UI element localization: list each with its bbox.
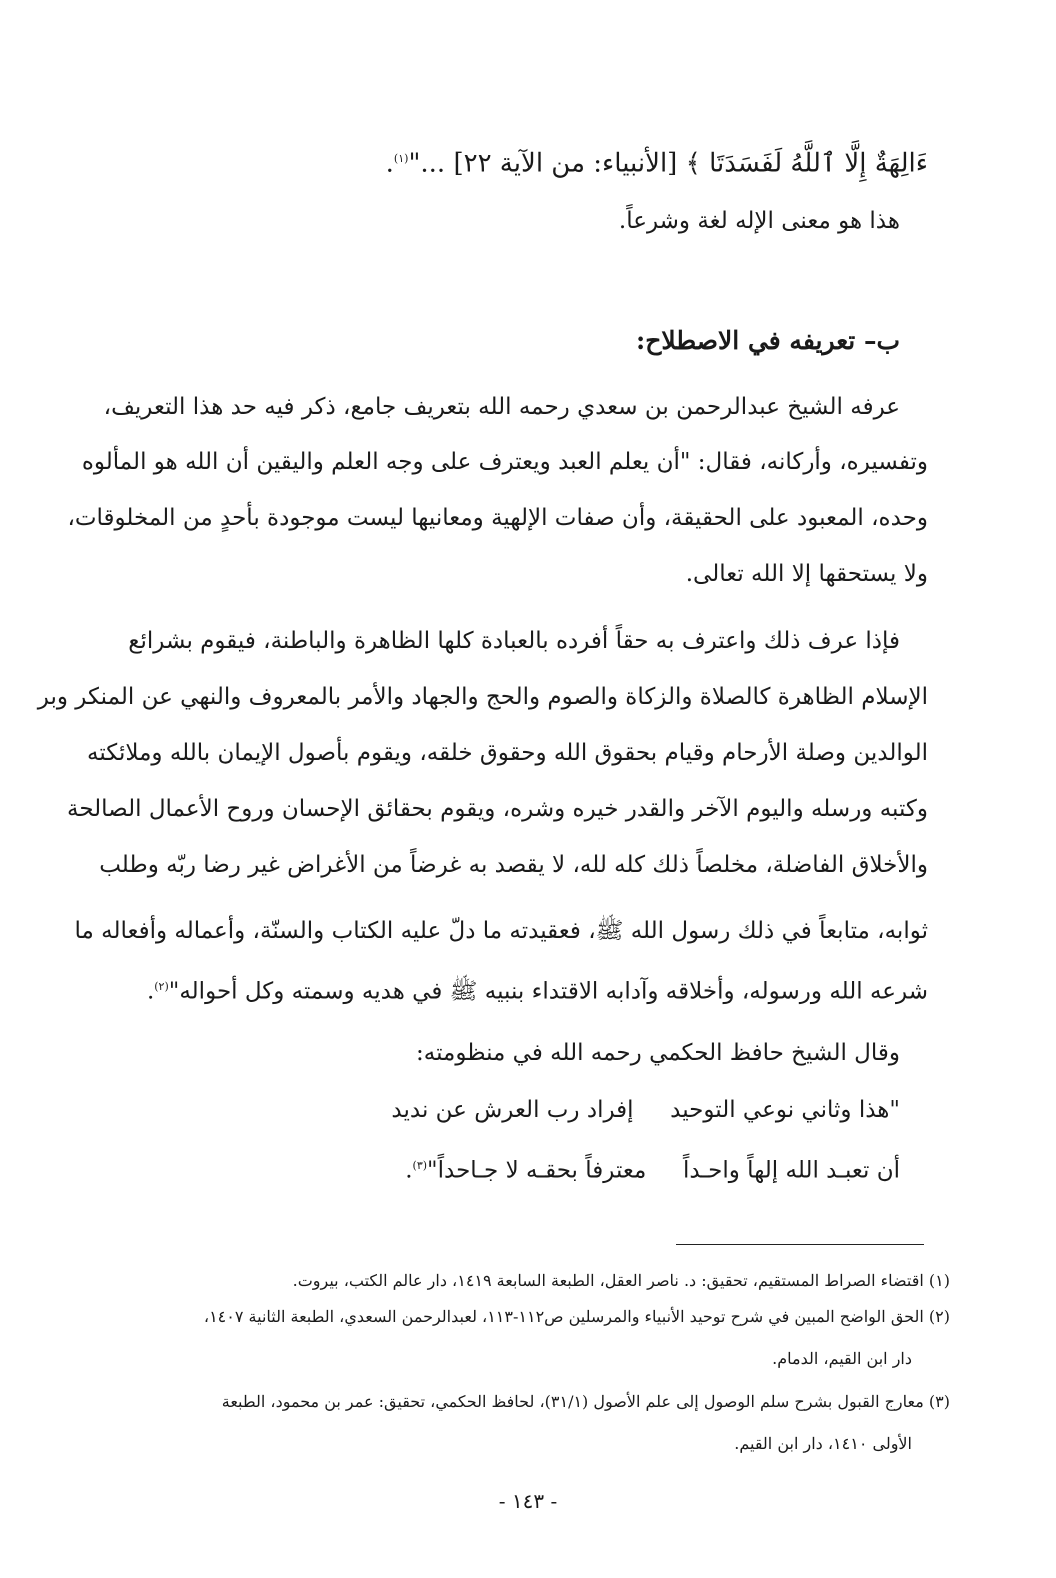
footnote-ref: (٢)	[154, 980, 169, 993]
line-text: ءَالِهَةٌ إِلَّا ٱللَّهُ لَفَسَدَتَا ﴾ [الأنبياء: من الآية ٢٢] ..."	[408, 148, 928, 179]
line-tail: .	[405, 1157, 413, 1184]
paragraph-line: عرفه الشيخ عبدالرحمن بن سعدي رحمه الله بتعريف جامع، ذكر فيه حد هذا التعريف،	[103, 394, 900, 420]
footnote-continuation: دار ابن القيم، الدمام.	[772, 1349, 912, 1368]
paragraph-line: وكتبه ورسله واليوم الآخر والقدر خيره وشره، ويقوم بحقائق الإحسان وروح الأعمال الصالحة	[66, 796, 928, 822]
paragraph-line: الوالدين وصلة الأرحام وقيام بحقوق الله وحقوق خلقه، ويقوم بأصول الإيمان بالله وملائكته	[87, 740, 928, 766]
footnote: (٣) معارج القبول بشرح سلم الوصول إلى علم الأصول (٣١/١)، لحافظ الحكمي، تحقيق: عمر بن محمود، الطبعة	[221, 1392, 950, 1411]
line-text: شرعه الله ورسوله، وأخلاقه وآدابه الاقتداء بنبيه ﷺ في هديه وسمته وكل أحواله"	[168, 978, 928, 1005]
poem-verse	[405, 1149, 900, 1188]
paragraph-line: الإسلام الظاهرة كالصلاة والزكاة والصوم والحج والجهاد والأمر بالمعروف والنهي عن المنكر وبر	[37, 684, 928, 710]
footnote: (١) اقتضاء الصراط المستقيم، تحقيق: د. ناصر العقل، الطبعة السابعة ١٤١٩، دار عالم الكتب، بيروت.	[292, 1271, 950, 1290]
paragraph-line: وحده، المعبود على الحقيقة، وأن صفات الإلهية ومعانيها ليست موجودة بأحدٍ من المخلوقات،	[67, 505, 928, 531]
line-tail: .	[385, 148, 394, 179]
paragraph-line	[146, 970, 928, 1009]
verse-second-hemistich: معترفاً بحقـه لا جـاحداً"	[427, 1157, 647, 1184]
footnote: (٢) الحق الواضح المبين في شرح توحيد الأنبياء والمرسلين ص١١٢-١١٣، لعبدالرحمن السعدي، الطبعة الثانية ١٤٠٧،	[203, 1307, 950, 1326]
verse-second-hemistich: إفراد رب العرش عن نديد	[391, 1097, 634, 1123]
section-heading: ب– تعريفه في الاصطلاح:	[636, 326, 900, 355]
verse-first-hemistich: أن تعبـد الله إلهاً واحـداً	[682, 1157, 900, 1184]
footnote-continuation: الأولى ١٤١٠، دار ابن القيم.	[734, 1434, 912, 1453]
page-number: - ١٤٣ -	[498, 1489, 558, 1513]
paragraph-line: فإذا عرف ذلك واعترف به حقاً أفرده بالعبادة كلها الظاهرة والباطنة، فيقوم بشرائع	[128, 628, 900, 654]
paragraph-line: هذا هو معنى الإله لغة وشرعاً.	[618, 208, 900, 234]
footnote-separator	[676, 1244, 924, 1245]
poem-verse	[391, 1093, 900, 1127]
paragraph-line: والأخلاق الفاضلة، مخلصاً ذلك كله لله، لا يقصد به غرضاً من الأغراض غير رضا ربّه وطلب	[99, 852, 928, 878]
paragraph-line: ولا يستحقها إلا الله تعالى.	[685, 561, 928, 587]
quran-verse-line	[162, 142, 928, 181]
line-tail: .	[146, 978, 155, 1005]
paragraph-line: وقال الشيخ حافظ الحكمي رحمه الله في منظومته:	[416, 1040, 900, 1066]
paragraph-line: ثوابه، متابعاً في ذلك رسول الله ﷺ، فعقيدته ما دلّ عليه الكتاب والسنّة، وأعماله وأفعاله ما	[74, 918, 928, 944]
verse-first-hemistich: "هذا وثاني نوعي التوحيد	[670, 1097, 900, 1123]
footnote-ref: (١)	[393, 152, 409, 165]
footnote-ref: (٣)	[412, 1159, 428, 1172]
paragraph-line: وتفسيره، وأركانه، فقال: "أن يعلم العبد ويعترف على وجه العلم واليقين أن الله هو المألوه	[81, 449, 928, 475]
